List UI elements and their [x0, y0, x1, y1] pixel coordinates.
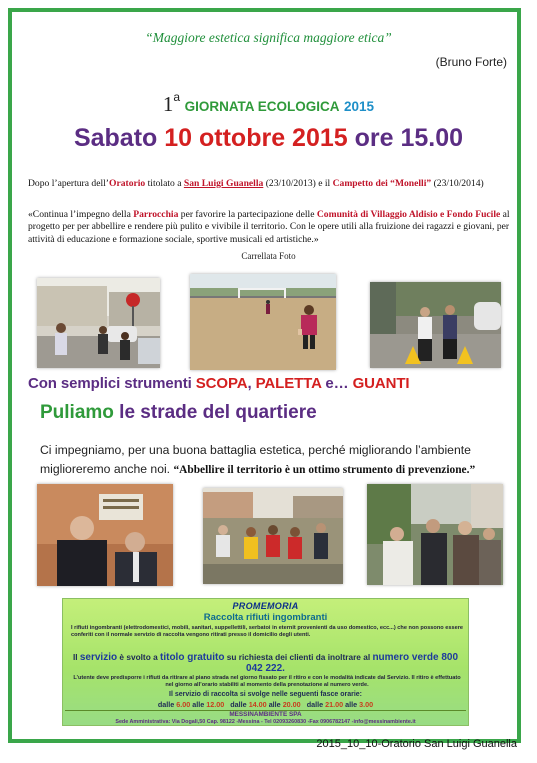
intro-text: Dopo l’apertura dell’	[28, 178, 109, 189]
commitment-parrocchia: Parrocchia	[133, 209, 179, 220]
gallery-caption: Carrellata Foto	[241, 251, 296, 261]
slot-start: 6.00	[176, 700, 191, 709]
service-word: servizio	[79, 652, 118, 663]
hours-from-label: dalle	[306, 700, 324, 709]
toll-free-number-rest: 042 222.	[246, 663, 285, 674]
children-soccer-team-photo	[203, 488, 343, 584]
file-name-caption: 2015_10_10-Oratorio San Luigi Guanella	[316, 738, 517, 750]
football-field-boy-photo	[190, 274, 336, 370]
slot-start: 14.00	[248, 700, 267, 709]
event-date	[0, 124, 537, 153]
intro-saint: San Luigi Guanella	[183, 178, 264, 189]
reminder-title: PROMEMORIA	[232, 601, 299, 611]
intro-text: (23/10/2013) e il	[263, 178, 333, 189]
slot-end: 3.00	[359, 700, 374, 709]
time-slots-label: Il servizio di raccolta si svolge nelle seguenti fasce orarie:	[169, 691, 362, 698]
priest-blessing-crowd-photo	[367, 484, 503, 585]
hours-to-label: alle	[268, 700, 281, 709]
commitment-statement-text: Ci impegniamo, per una buona battaglia estetica, perché migliorando l’ambiente miglioreremo anche noi.	[40, 443, 471, 476]
tools-text: e…	[321, 375, 353, 392]
reminder-subtitle: Raccolta rifiuti ingombranti	[203, 612, 328, 623]
commitment-text: per favorire la partecipazione delle	[178, 209, 317, 220]
event-header	[0, 92, 537, 117]
priests-at-plaque-photo	[37, 484, 173, 586]
service-text: su richiesta dei clienti da inoltrare al	[224, 652, 373, 662]
reminder-note: L’utente deve predisporre i rifiuti da ritirare al piano strada nel giorno fissato per il ritiro e con le modalità indicate dal Servizio. Il ritiro è effettuato nel giorno all’orario stabiliti al momento della prenotazione al numero verde.	[73, 675, 461, 689]
service-text: Il	[72, 652, 80, 662]
event-year: 2015	[344, 99, 375, 114]
tools-text: ,	[247, 375, 256, 392]
date-prefix: Sabato	[73, 124, 165, 152]
hours-to-label: alle	[345, 700, 358, 709]
commitment-statement	[40, 441, 520, 480]
slogan	[40, 402, 317, 424]
intro-paragraph	[28, 178, 512, 190]
tools-text: Con semplici strumenti	[28, 375, 196, 392]
commitment-text: al progetto per per abbellire e rendere più pulito e vivibile il territorio. Con le opere utili alla fruizione dei ragazzi e giovani, per attività di educazione e formazione sociale, sportive musicali ed artistiche.»	[28, 209, 510, 245]
tools-line	[28, 375, 518, 392]
service-line	[63, 652, 468, 663]
tool-broom: SCOPA	[195, 375, 248, 392]
hours-from-label: dalle	[157, 700, 175, 709]
company-address: Sede Amministrativa: Via Dogali,50 Cap. 98122 -Messina - Tel 02093260830 -Fax 0906782147 -info@messinambiente.it	[115, 719, 416, 725]
tool-gloves: GUANTI	[352, 375, 410, 392]
commitment-communities: Comunità di Villaggio Aldisio e Fondo Fucile	[316, 209, 501, 220]
slot-end: 20.00	[282, 700, 301, 709]
service-text: è svolto a	[117, 652, 160, 662]
quote: “Maggiore estetica significa maggiore etica”	[145, 30, 392, 45]
quote-author: (Bruno Forte)	[435, 55, 507, 69]
intro-text: titolato a	[145, 178, 184, 189]
company-name: MESSINAMBIENTE SPA	[229, 711, 302, 718]
slot-start: 21.00	[325, 700, 344, 709]
reminder-body: I rifiuti ingombranti (elettrodomestici, mobili, sanitari, suppellettili, serbatoi in eternit provenienti da uso domestico, ecc...) che non possono essere conferiti con il normale servizio di raccolta vengono ritirati presso il domicilio degli utenti.	[71, 625, 463, 639]
slot-end: 12.00	[206, 700, 225, 709]
intro-campetto: Campetto dei “Monelli”	[332, 178, 432, 189]
intro-oratorio: Oratorio	[108, 178, 146, 189]
edition-number: 1	[162, 92, 174, 116]
commitment-text: «Continua l’impegno della	[28, 209, 134, 220]
volunteers-cleaning-street-photo	[370, 282, 501, 368]
edition-superscript: a	[173, 90, 181, 104]
tool-dustpan: PALETTA	[255, 375, 322, 392]
slogan-verb: Puliamo	[40, 402, 114, 423]
date-time: ore 15.00	[347, 124, 464, 152]
prevention-quote: “Abbellire il territorio è un ottimo strumento di prevenzione.”	[173, 464, 476, 476]
time-slots	[63, 700, 468, 709]
hours-from-label: dalle	[230, 700, 247, 709]
intro-text: (23/10/2014)	[431, 178, 484, 189]
slogan-object: le strade del quartiere	[113, 402, 317, 423]
date-value: 10 ottobre 2015	[164, 124, 348, 152]
event-title: GIORNATA ECOLOGICA	[184, 99, 340, 114]
toll-free-number: numero verde 800	[372, 652, 459, 663]
service-free: titolo gratuito	[160, 652, 225, 663]
reminder-flyer	[62, 598, 469, 726]
street-stop-sign-photo	[37, 278, 160, 368]
hours-to-label: alle	[192, 700, 205, 709]
commitment-paragraph	[28, 209, 512, 246]
